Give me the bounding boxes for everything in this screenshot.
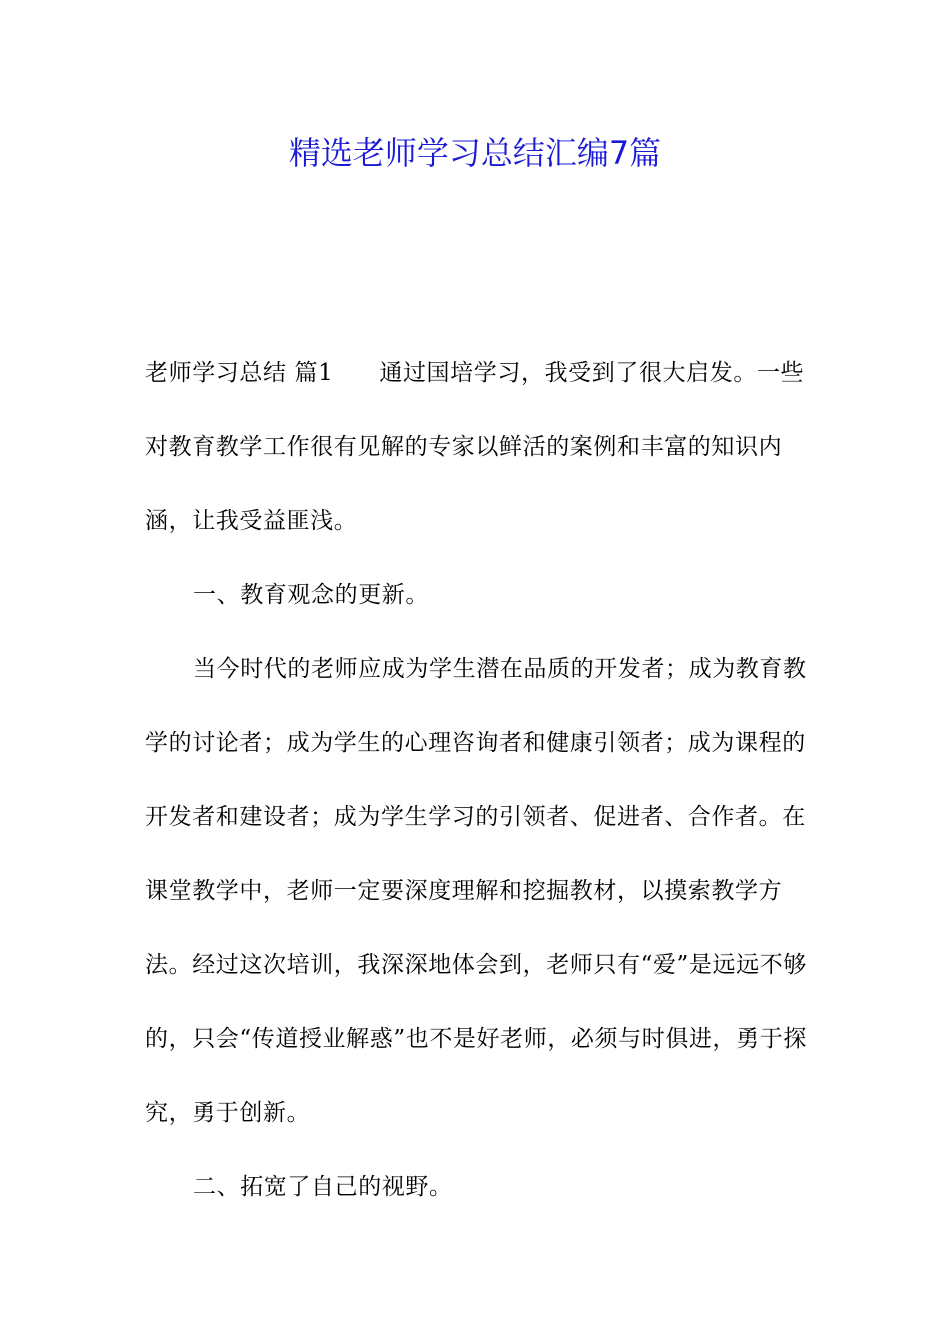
paragraph-one: 当今时代的老师应成为学生潜在品质的开发者；成为教育教学的讨论者；成为学生的心理咨询者和健康引领者；成为课程的开发者和建设者；成为学生学习的引领者、促进者、合作者。在课堂教学中，老师一定要深度理解和挖掘教材，以摸索教学方法。经过这次培训，我深深地体会到，老师只有“爱”是远远不够的，只会“传道授业解惑”也不是好老师，必须与时俱进，勇于探究，勇于创新。 xyxy=(145,656,807,1126)
section-heading: 老师学习总结 篇1 xyxy=(145,360,334,386)
heading-two: 二、拓宽了自己的视野。 xyxy=(193,1174,453,1200)
document-title: 精选老师学习总结汇编7篇 xyxy=(288,134,662,172)
heading-one: 一、教育观念的更新。 xyxy=(193,582,429,608)
intro-paragraph xyxy=(145,336,807,558)
document-body xyxy=(145,336,807,1224)
intro-text: 通过国培学习，我受到了很大启发。一些对教育教学工作很有见解的专家以鲜活的案例和丰富的知识内涵，让我受益匪浅。 xyxy=(145,360,805,534)
